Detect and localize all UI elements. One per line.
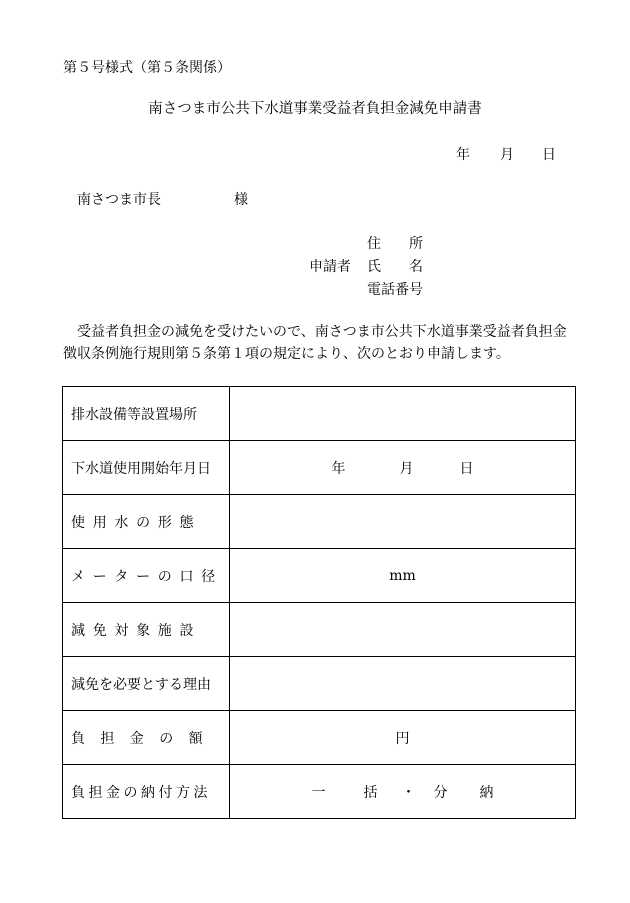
- row-label: メーターの口径: [63, 549, 230, 603]
- table-row: [63, 387, 576, 441]
- form-number: 第５号様式（第５条関係）: [63, 60, 231, 76]
- payment-method-options[interactable]: [230, 765, 576, 819]
- row-label: 使用水の形態: [63, 495, 230, 549]
- payment-option-char: 納: [479, 784, 494, 801]
- body-text: 受益者負担金の減免を受けたいので、南さつま市公共下水道事業受益者負担金徴収条例施行規則第５条第１項の規定により、次のとおり申請します。: [63, 324, 567, 362]
- row-label: 下水道使用開始年月日: [63, 441, 230, 495]
- table-row: [63, 441, 576, 495]
- addressee-honorific: 様: [234, 192, 248, 208]
- applicant-address-label: 住 所: [367, 236, 423, 252]
- start-month-label: 月: [399, 460, 414, 477]
- row-value-field[interactable]: [230, 549, 576, 603]
- table-row: [63, 549, 576, 603]
- row-label: 負担金の納付方法: [63, 765, 230, 819]
- addressee-name: 南さつま市長: [77, 192, 161, 208]
- document-title: 南さつま市公共下水道事業受益者負担金減免申請書: [148, 101, 482, 117]
- applicant-label: 申請者: [309, 259, 351, 275]
- table-row: [63, 603, 576, 657]
- row-label: 排水設備等設置場所: [63, 387, 230, 441]
- row-value-field[interactable]: [230, 657, 576, 711]
- payment-option-char: 分: [433, 784, 448, 801]
- row-value-field[interactable]: [230, 711, 576, 765]
- table-row: [63, 711, 576, 765]
- date-year-label: 年: [456, 147, 470, 163]
- table-row: [63, 765, 576, 819]
- amount-unit-label: 円: [395, 730, 410, 747]
- start-day-label: 日: [459, 460, 474, 477]
- date-day-label: 日: [542, 147, 556, 163]
- row-value-field[interactable]: [230, 603, 576, 657]
- start-year-label: 年: [331, 460, 346, 477]
- row-label: 負担金の額: [63, 711, 230, 765]
- row-value-field[interactable]: [230, 495, 576, 549]
- payment-option-char: 括: [363, 784, 378, 801]
- row-label: 減免対象施設: [63, 603, 230, 657]
- row-value-field[interactable]: [230, 387, 576, 441]
- applicant-name-label: 氏 名: [367, 259, 423, 275]
- table-row: [63, 495, 576, 549]
- row-label: 減免を必要とする理由: [63, 657, 230, 711]
- payment-option-char: 一: [311, 784, 326, 801]
- row-value-field[interactable]: [230, 441, 576, 495]
- payment-separator: ・: [401, 784, 416, 801]
- meter-unit-label: mm: [389, 567, 416, 584]
- application-table: [62, 386, 576, 819]
- table-row: [63, 657, 576, 711]
- date-month-label: 月: [500, 147, 514, 163]
- applicant-phone-label: 電話番号: [367, 282, 423, 298]
